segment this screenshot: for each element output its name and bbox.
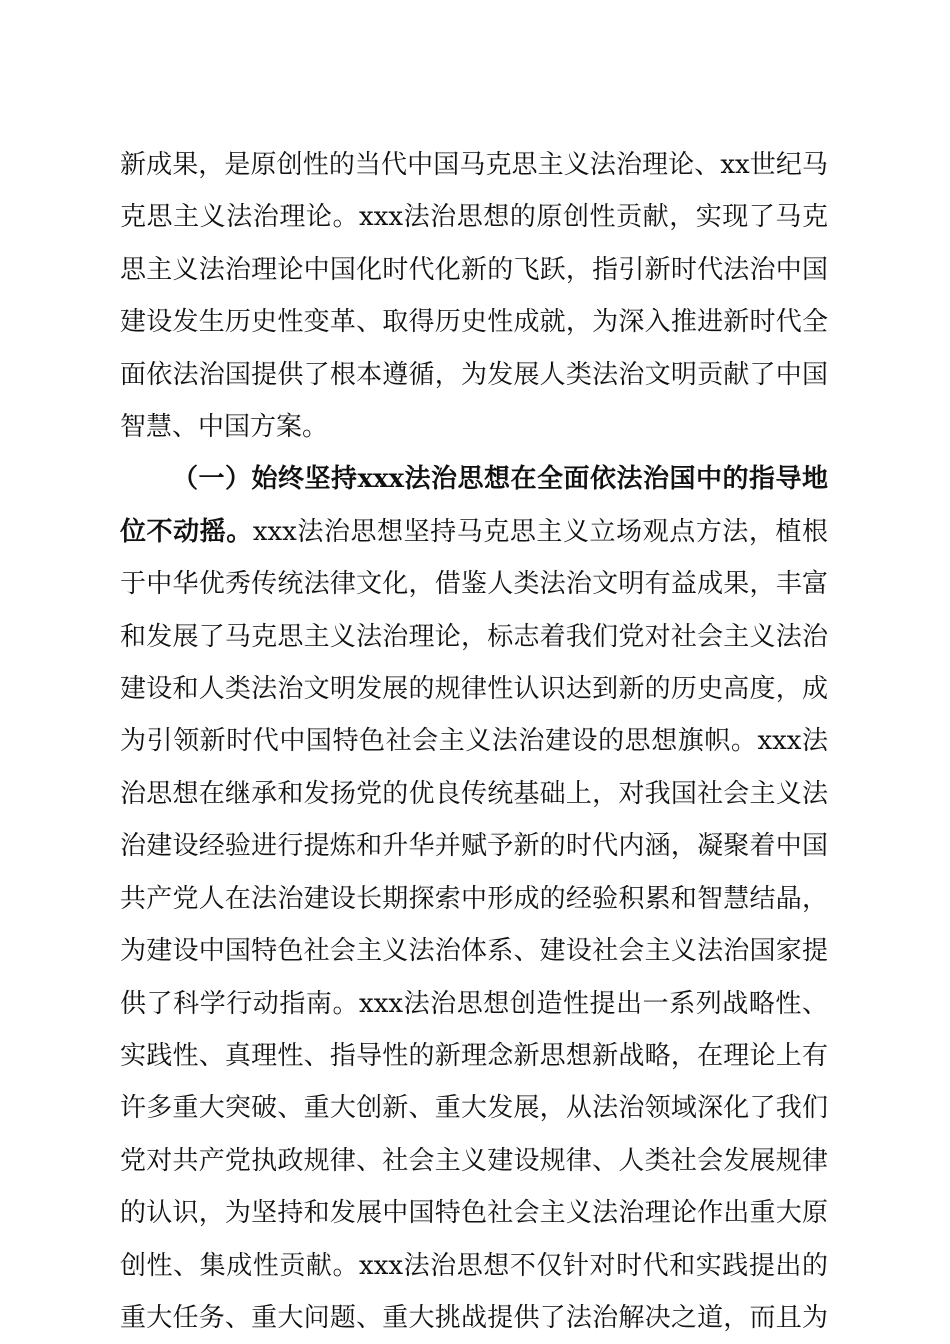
text-line: 思主义法治理论中国化时代化新的飞跃，指引新时代法治中国 — [120, 254, 828, 285]
text-line-rest: xxx法治思想坚持马克思主义立场观点方法，植根 — [252, 516, 828, 547]
text-line: 治建设经验进行提炼和升华并赋予新的时代内涵，凝聚着中国 — [120, 831, 828, 862]
text-line: 新成果，是原创性的当代中国马克思主义法治理论、xx世纪马 — [120, 150, 828, 180]
text-line: 党对共产党执政规律、社会主义建设规律、人类社会发展规律 — [120, 1145, 828, 1176]
text-line: 的认识，为坚持和发展中国特色社会主义法治理论作出重大原 — [120, 1198, 828, 1229]
text-line: 为建设中国特色社会主义法治体系、建设社会主义法治国家提 — [120, 936, 828, 967]
text-line: 建设发生历史性变革、取得历史性成就，为深入推进新时代全 — [120, 307, 828, 338]
text-line — [120, 506, 828, 558]
text-line: 共产党人在法治建设长期探索中形成的经验积累和智慧结晶， — [120, 883, 828, 914]
section-heading-end: 位不动摇。 — [120, 516, 253, 547]
text-line: 重大任务、重大问题、重大挑战提供了法治解决之道，而且为 — [120, 1302, 828, 1333]
text-line: 和发展了马克思主义法治理论，标志着我们党对社会主义法治 — [120, 621, 828, 652]
paragraph-intro — [120, 139, 828, 453]
text-line: 创性、集成性贡献。xxx法治思想不仅针对时代和实践提出的 — [120, 1250, 828, 1281]
text-line: 智慧、中国方案。 — [120, 412, 329, 443]
document-body — [120, 139, 828, 1344]
paragraph-section-one — [120, 453, 828, 1344]
text-line: 建设和人类法治文明发展的规律性认识达到新的历史高度，成 — [120, 674, 828, 705]
text-line: 许多重大突破、重大创新、重大发展，从法治领域深化了我们 — [120, 1093, 828, 1124]
text-line: 面依法治国提供了根本遵循，为发展人类法治文明贡献了中国 — [120, 359, 828, 390]
text-line: 实践性、真理性、指导性的新理念新思想新战略，在理论上有 — [120, 1040, 828, 1071]
text-line: 治思想在继承和发扬党的优良传统基础上，对我国社会主义法 — [120, 778, 828, 809]
text-line: 于中华优秀传统法律文化，借鉴人类法治文明有益成果，丰富 — [120, 569, 828, 600]
text-line: 供了科学行动指南。xxx法治思想创造性提出一系列战略性、 — [120, 988, 828, 1019]
text-line: 克思主义法治理论。xxx法治思想的原创性贡献，实现了马克 — [120, 202, 828, 233]
text-line: 为引领新时代中国特色社会主义法治建设的思想旗帜。xxx法 — [120, 726, 828, 757]
section-heading: （一）始终坚持xxx法治思想在全面依法治国中的指导地 — [172, 464, 828, 495]
